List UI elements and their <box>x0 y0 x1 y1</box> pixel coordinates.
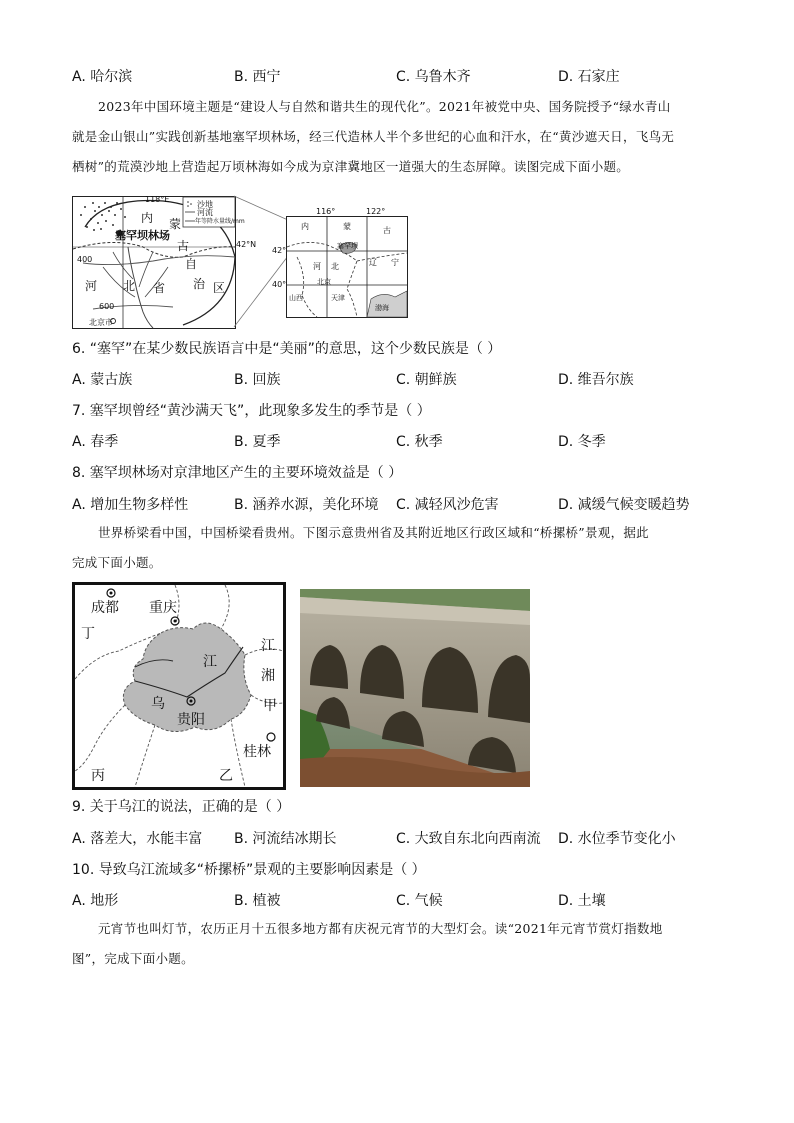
chongqing-label: 重庆 <box>149 600 177 616</box>
passage-saihanba <box>72 92 722 182</box>
passage-line: 就是金山银山”实践创新基地塞罕坝林场，经三代造林人半个多世纪的心血和汗水，在“黄沙遮天日，飞鸟无 <box>72 129 675 144</box>
grid-ning: 宁 <box>391 258 399 267</box>
beijing-label: 北京市 <box>89 318 113 327</box>
q10-option-d[interactable]: D. 土壤 <box>558 893 606 909</box>
q9-option-d[interactable]: D. 水位季节变化小 <box>558 831 676 847</box>
q8-option-d[interactable]: D. 减缓气候变暖趋势 <box>558 497 690 513</box>
legend-sand-label: 沙地 <box>197 200 213 209</box>
grid-he: 河 <box>313 262 321 271</box>
q8-option-c[interactable]: C. 减轻风沙危害 <box>396 497 499 513</box>
grid-beijing: 北京 <box>317 278 331 286</box>
legend-isohyet-label: 年等降水量线/mm <box>195 218 245 225</box>
bridge-photo-graphic <box>300 589 530 787</box>
grid-bohai: 渤海 <box>375 304 389 312</box>
guizhou-map <box>72 582 286 790</box>
map-char-sheng: 省 <box>153 281 166 295</box>
q10-stem: 10. 导致乌江流域多“桥摞桥”景观的主要影响因素是（ ） <box>72 862 426 878</box>
q7-option-b[interactable]: B. 夏季 <box>234 434 281 450</box>
grid-nei: 内 <box>301 222 309 231</box>
q10-option-c[interactable]: C. 气候 <box>396 893 443 909</box>
lon-118-label: 118°E <box>145 195 170 204</box>
grid-lon-116: 116° <box>316 207 336 216</box>
passage-guizhou-bridges <box>72 518 722 578</box>
q9-option-b[interactable]: B. 河流结冰期长 <box>234 831 337 847</box>
q7-option-d[interactable]: D. 冬季 <box>558 434 606 450</box>
guiyang-label: 贵阳 <box>177 712 205 728</box>
q7-options <box>72 431 732 451</box>
map-char-zhi: 治 <box>193 277 206 291</box>
q8-option-a[interactable]: A. 增加生物多样性 <box>72 497 189 513</box>
saihanba-map <box>72 195 245 329</box>
q6-option-c[interactable]: C. 朝鲜族 <box>396 372 457 388</box>
jingjinji-grid-map <box>286 216 408 318</box>
map-connector-lines <box>234 196 288 327</box>
q10-option-b[interactable]: B. 植被 <box>234 893 281 909</box>
ding-label: 丁 <box>81 626 95 642</box>
grid-saihanba: 塞罕坝 <box>337 242 358 250</box>
q6-option-d[interactable]: D. 维吾尔族 <box>558 372 634 388</box>
q7-stem: 7. 塞罕坝曾经“黄沙满天飞”，此现象多发生的季节是（ ） <box>72 403 431 419</box>
bridge-on-bridge-photo <box>300 589 530 787</box>
passage-line: 栖树”的荒漠沙地上营造起万顷林海如今成为京津冀地区一道强大的生态屏障。读图完成下面小题。 <box>72 159 630 174</box>
q6-option-a[interactable]: A. 蒙古族 <box>72 372 133 388</box>
q6-option-b[interactable]: B. 回族 <box>234 372 281 388</box>
grid-shanxi: 山西 <box>289 294 303 302</box>
jiang-label: 江 <box>203 654 217 670</box>
passage-line: 图”，完成下面小题。 <box>72 951 194 966</box>
q6-stem: 6. “塞罕”在某少数民族语言中是“美丽”的意思，这个少数民族是（ ） <box>72 341 502 357</box>
grid-lon-122: 122° <box>366 207 386 216</box>
wu-label: 乌 <box>151 696 165 712</box>
q8-stem: 8. 塞罕坝林场对京津地区产生的主要环境效益是（ ） <box>72 465 403 481</box>
q7-option-c[interactable]: C. 秋季 <box>396 434 443 450</box>
q9-options <box>72 828 732 848</box>
jiang2-label: 江 <box>261 638 275 654</box>
map-char-he: 河 <box>85 279 98 293</box>
grid-gu: 古 <box>383 226 391 235</box>
q5-option-d[interactable]: D. 石家庄 <box>558 69 620 85</box>
passage-line: 世界桥梁看中国，中国桥梁看贵州。下图示意贵州省及其附近地区行政区域和“桥摞桥”景观，据此 <box>98 525 649 540</box>
grid-liao: 辽 <box>369 258 377 267</box>
grid-tianjin: 天津 <box>331 294 345 302</box>
grid-bei: 北 <box>331 262 339 271</box>
saihanba-label: 塞罕坝林场 <box>115 229 170 242</box>
q10-option-a[interactable]: A. 地形 <box>72 893 119 909</box>
q5-options <box>72 66 732 86</box>
q5-option-c[interactable]: C. 乌鲁木齐 <box>396 69 471 85</box>
yi-label: 乙 <box>219 768 233 784</box>
isohyet-400-label: 400 <box>77 255 93 264</box>
passage-line: 元宵节也叫灯节，农历正月十五很多地方都有庆祝元宵节的大型灯会。读“2021年元宵节赏灯指数地 <box>98 921 663 936</box>
grid-meng: 蒙 <box>343 222 351 231</box>
grid-lat-40: 40° <box>272 280 287 289</box>
bing-label: 丙 <box>91 768 105 784</box>
map-char-zi: 自 <box>185 257 198 271</box>
map-char-gu: 古 <box>177 239 190 253</box>
legend-river-label: 河流 <box>197 208 213 217</box>
q9-stem: 9. 关于乌江的说法，正确的是（ ） <box>72 799 291 815</box>
q6-options <box>72 369 732 389</box>
chengdu-label: 成都 <box>91 600 119 616</box>
q7-option-a[interactable]: A. 春季 <box>72 434 119 450</box>
lat-42n-label: 42°N <box>236 240 257 249</box>
isohyet-600-label: 600 <box>99 302 115 311</box>
map-char-nei: 内 <box>141 211 154 225</box>
jia-label: 甲 <box>263 698 277 714</box>
q10-options <box>72 890 732 910</box>
passage-lantern-festival <box>72 914 722 974</box>
q8-option-b[interactable]: B. 涵养水源，美化环境 <box>234 497 379 513</box>
guilin-label: 桂林 <box>243 744 271 760</box>
map-char-meng: 蒙 <box>169 217 182 231</box>
map-char-bei: 北 <box>123 279 136 293</box>
passage-line: 2023年中国环境主题是“建设人与自然和谐共生的现代化”。2021年被党中央、国务院授予“绿水青山 <box>98 99 671 114</box>
q8-options <box>72 494 732 514</box>
q9-option-c[interactable]: C. 大致自东北向西南流 <box>396 831 541 847</box>
q5-option-b[interactable]: B. 西宁 <box>234 69 281 85</box>
passage-line: 完成下面小题。 <box>72 555 162 570</box>
q9-option-a[interactable]: A. 落差大，水能丰富 <box>72 831 203 847</box>
map-char-qu: 区 <box>213 281 226 295</box>
grid-lat-42: 42° <box>272 246 287 255</box>
xiang-label: 湘 <box>261 668 275 684</box>
q5-option-a[interactable]: A. 哈尔滨 <box>72 69 133 85</box>
